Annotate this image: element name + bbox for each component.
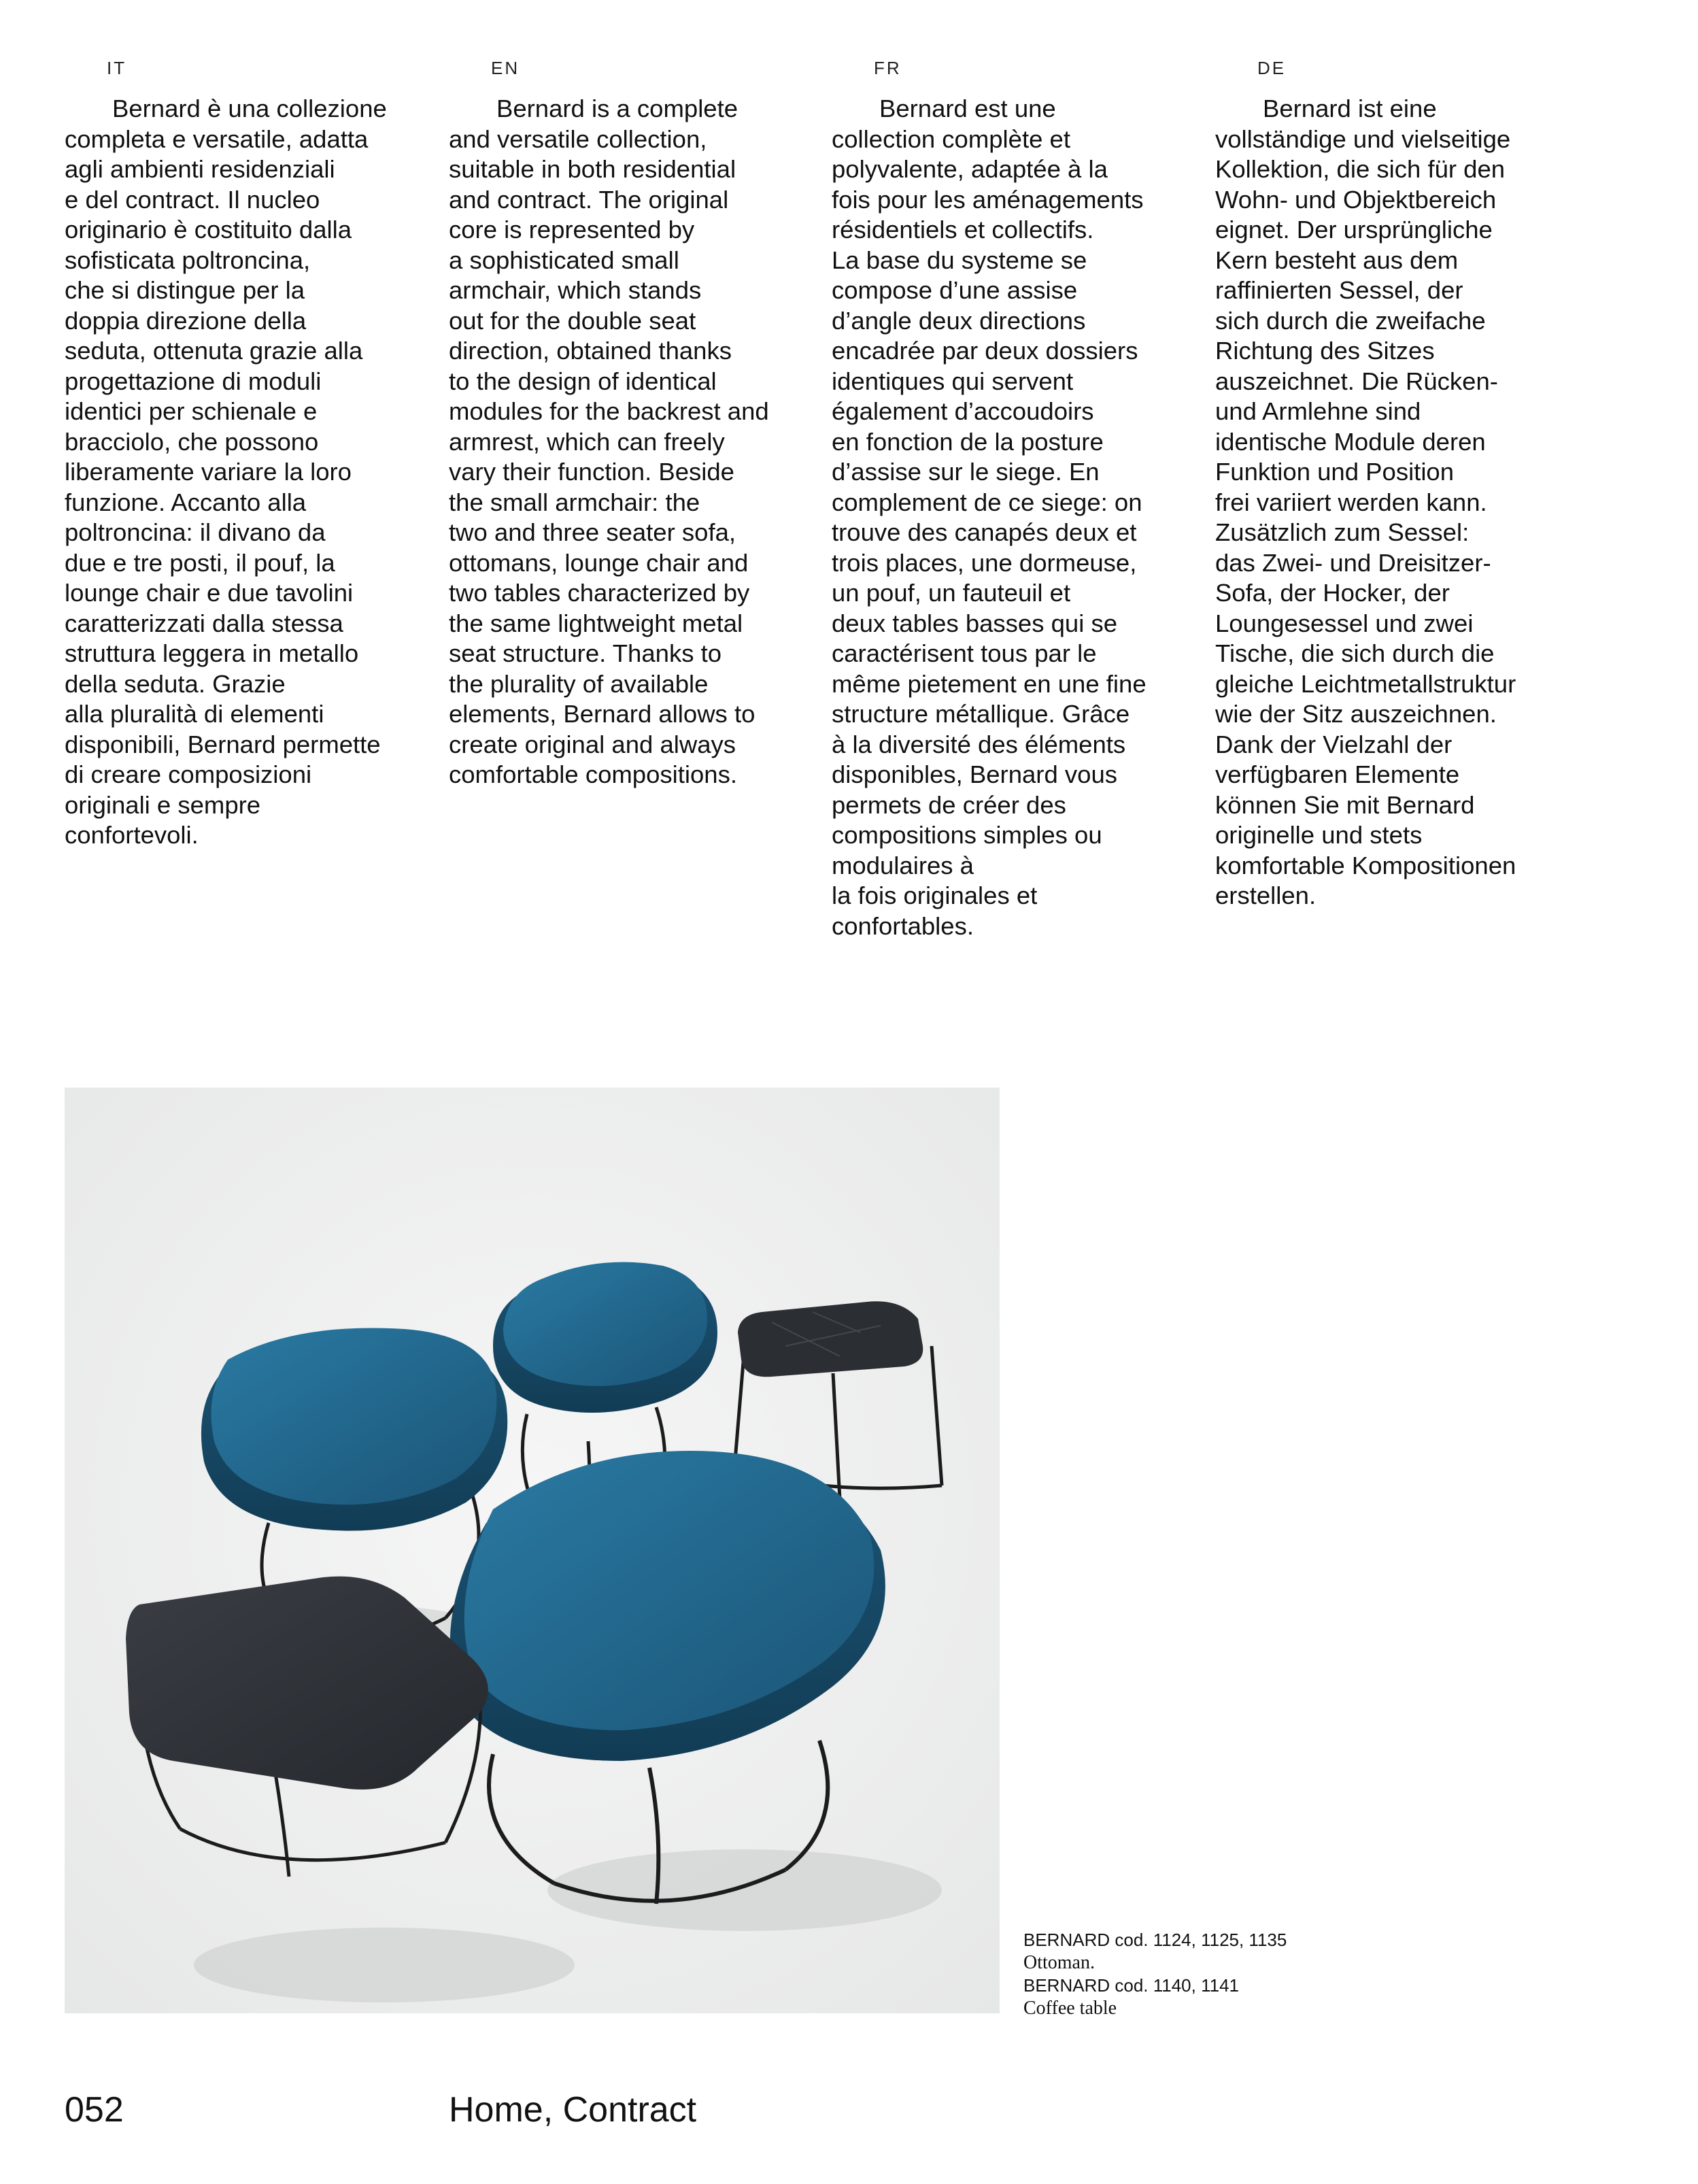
body-text-en (449, 94, 816, 790)
text-line: poltroncina: il divano da (65, 518, 326, 546)
column-italian (65, 58, 432, 851)
text-line: trois places, une dormeuse, (832, 548, 1137, 577)
text-line: vollständige und vielseitige (1215, 124, 1511, 153)
text-line: Zusätzlich zum Sessel: (1215, 518, 1470, 546)
text-line: disponibili, Bernard permette (65, 730, 381, 758)
text-line: en fonction de la posture (832, 427, 1104, 456)
text-line: d’angle deux directions (832, 306, 1086, 335)
text-line: das Zwei- und Dreisitzer- (1215, 548, 1491, 577)
text-line: alla pluralità di elementi (65, 700, 324, 728)
text-line: e del contract. Il nucleo (65, 185, 320, 214)
text-line: Bernard is a complete (496, 95, 738, 122)
caption-table-code: BERNARD cod. 1140, 1141 (1023, 1975, 1239, 1996)
text-line: Wohn- und Objektbereich (1215, 185, 1497, 214)
text-line: Kern besteht aus dem (1215, 246, 1459, 274)
text-line: comfortable compositions. (449, 760, 737, 788)
text-line: même pietement en une fine (832, 669, 1147, 698)
text-line: und Armlehne sind (1215, 397, 1421, 425)
text-line: suitable in both residential (449, 155, 736, 183)
text-line: identici per schienale e (65, 397, 318, 425)
text-line: seat structure. Thanks to (449, 639, 722, 667)
text-line: originelle und stets (1215, 821, 1423, 849)
photo-caption (1023, 1928, 1431, 2019)
text-line: the same lightweight metal (449, 609, 743, 637)
text-line: fois pour les aménagements (832, 185, 1144, 214)
text-line: modulaires à (832, 851, 974, 879)
text-line: two tables characterized by (449, 579, 750, 607)
text-line: the plurality of available (449, 669, 709, 698)
text-line: compose d’une assise (832, 276, 1078, 304)
text-line: komfortable Kompositionen (1215, 851, 1516, 879)
text-line: trouve des canapés deux et (832, 518, 1137, 546)
text-line: deux tables basses qui se (832, 609, 1118, 637)
text-line: Funktion und Position (1215, 458, 1455, 486)
text-line: raffinierten Sessel, der (1215, 276, 1463, 304)
text-line: armrest, which can freely (449, 427, 725, 456)
text-line: seduta, ottenuta grazie alla (65, 337, 363, 365)
text-line: La base du systeme se (832, 246, 1087, 274)
text-line: compositions simples ou (832, 821, 1102, 849)
column-german (1215, 58, 1582, 911)
text-line: di creare composizioni (65, 760, 312, 788)
text-line: originario è costituito dalla (65, 216, 352, 243)
text-line: armchair, which stands (449, 276, 702, 304)
text-line: direction, obtained thanks (449, 337, 732, 365)
caption-ottoman-code: BERNARD cod. 1124, 1125, 1135 (1023, 1930, 1287, 1950)
text-line: auszeichnet. Die Rücken- (1215, 367, 1498, 395)
text-line: également d’accoudoirs (832, 397, 1094, 425)
text-line: la fois originales et (832, 881, 1038, 909)
text-line: erstellen. (1215, 881, 1317, 909)
text-line: caratterizzati dalla stessa (65, 609, 343, 637)
text-line: due e tre posti, il pouf, la (65, 548, 335, 577)
text-line: identische Module deren (1215, 427, 1486, 456)
text-line: completa e versatile, adatta (65, 124, 369, 153)
text-line: encadrée par deux dossiers (832, 337, 1138, 365)
product-photo (65, 1088, 1000, 2013)
text-line: core is represented by (449, 216, 695, 243)
column-english (449, 58, 816, 790)
text-line: and contract. The original (449, 185, 729, 214)
text-line: résidentiels et collectifs. (832, 216, 1094, 243)
text-line: modules for the backrest and (449, 397, 769, 425)
text-line: Bernard è una collezione (112, 95, 387, 122)
text-line: create original and always (449, 730, 736, 758)
text-line: complement de ce siege: on (832, 488, 1142, 516)
text-line: to the design of identical (449, 367, 717, 395)
text-line: d’assise sur le siege. En (832, 458, 1100, 486)
text-line: gleiche Leichtmetallstruktur (1215, 669, 1516, 698)
text-line: frei variiert werden kann. (1215, 488, 1487, 516)
text-line: two and three seater sofa, (449, 518, 736, 546)
column-french (832, 58, 1199, 941)
text-line: liberamente variare la loro (65, 458, 352, 486)
text-line: che si distingue per la (65, 276, 305, 304)
language-label-it: IT (107, 58, 127, 78)
text-line: Loungesessel und zwei (1215, 609, 1474, 637)
language-label-en: EN (491, 58, 520, 78)
text-line: elements, Bernard allows to (449, 700, 755, 728)
text-line: structure métallique. Grâce (832, 700, 1130, 728)
text-line: disponibles, Bernard vous (832, 760, 1117, 788)
text-line: confortevoli. (65, 821, 199, 849)
text-line: funzione. Accanto alla (65, 488, 307, 516)
page-number: 052 (65, 2090, 124, 2130)
text-line: lounge chair e due tavolini (65, 579, 354, 607)
text-line: the small armchair: the (449, 488, 700, 516)
text-line: à la diversité des éléments (832, 730, 1126, 758)
section-title: Home, Contract (449, 2090, 697, 2130)
text-line: Sofa, der Hocker, der (1215, 579, 1450, 607)
text-line: out for the double seat (449, 306, 696, 335)
text-line: Bernard est une (879, 95, 1056, 122)
text-line: agli ambienti residenziali (65, 155, 335, 183)
body-text-it (65, 94, 432, 851)
text-line: caractérisent tous par le (832, 639, 1097, 667)
text-line: a sophisticated small (449, 246, 679, 274)
text-line: and versatile collection, (449, 124, 707, 153)
caption-ottoman-label: Ottoman. (1023, 1952, 1095, 1973)
text-line: Richtung des Sitzes (1215, 337, 1435, 365)
text-line: sich durch die zweifache (1215, 306, 1486, 335)
text-line: un pouf, un fauteuil et (832, 579, 1071, 607)
text-line: vary their function. Beside (449, 458, 734, 486)
body-text-fr (832, 94, 1199, 941)
text-line: verfügbaren Elemente (1215, 760, 1460, 788)
text-line: Dank der Vielzahl der (1215, 730, 1453, 758)
text-line: wie der Sitz auszeichnen. (1215, 700, 1497, 728)
text-line: collection complète et (832, 124, 1070, 153)
text-line: confortables. (832, 911, 974, 940)
text-line: Kollektion, die sich für den (1215, 155, 1506, 183)
text-line: della seduta. Grazie (65, 669, 286, 698)
caption-table-label: Coffee table (1023, 1998, 1117, 2019)
text-line: Bernard ist eine (1263, 95, 1437, 122)
text-line: können Sie mit Bernard (1215, 790, 1475, 819)
text-line: Tische, die sich durch die (1215, 639, 1495, 667)
text-line: eignet. Der ursprüngliche (1215, 216, 1493, 243)
text-line: doppia direzione della (65, 306, 307, 335)
text-line: progettazione di moduli (65, 367, 322, 395)
language-label-de: DE (1257, 58, 1287, 78)
language-label-fr: FR (874, 58, 902, 78)
text-line: ottomans, lounge chair and (449, 548, 749, 577)
body-text-de (1215, 94, 1582, 911)
text-line: identiques qui servent (832, 367, 1074, 395)
text-line: originali e sempre (65, 790, 261, 819)
text-line: sofisticata poltroncina, (65, 246, 311, 274)
text-line: bracciolo, che possono (65, 427, 319, 456)
text-line: polyvalente, adaptée à la (832, 155, 1108, 183)
text-line: struttura leggera in metallo (65, 639, 359, 667)
text-line: permets de créer des (832, 790, 1066, 819)
